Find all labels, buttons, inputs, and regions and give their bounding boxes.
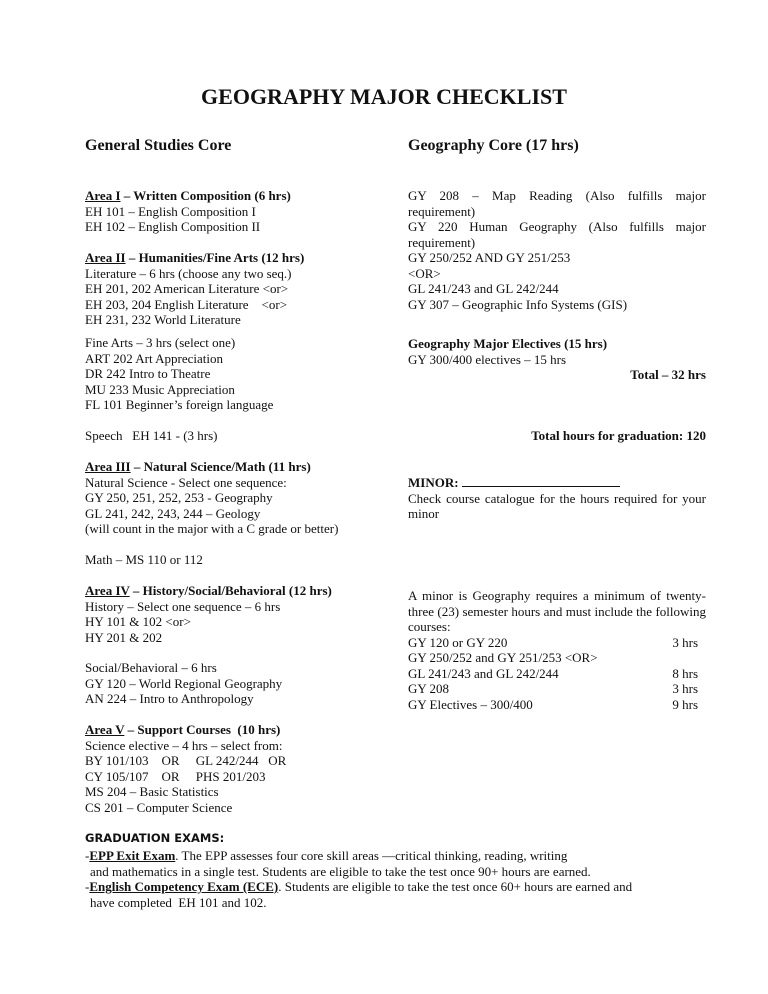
epp-text-cont: and mathematics in a single test. Students are eligible to take the test once 90+ hours are earned. [90, 863, 591, 879]
graduation-exams-section: GRADUATION EXAMS: -EPP Exit Exam. The EPP assesses four core skill areas —critical thinking, reading, writing and mathematics in a single test. Students are eligible to take the test once 90+ hours are earned. -English Competency Exam (ECE). Students are eligible to take the test once 60+ hours are earned and have completed EH 101 and 102. [85, 830, 705, 910]
graduation-total: Total hours for graduation: 120 [531, 428, 706, 443]
course-line: Fine Arts – 3 hrs (select one) [85, 335, 236, 350]
total-hours: Total – 32 hrs [630, 367, 706, 382]
course-line: ART 202 Art Appreciation [85, 350, 223, 366]
course-line: MS 204 – Basic Statistics [85, 784, 219, 799]
course-line: (will count in the major with a C grade or better) [85, 521, 339, 536]
minor-course: GY Electives – 300/400 [408, 696, 533, 712]
minor-row [408, 666, 706, 682]
minor-hours [628, 650, 706, 666]
minor-section [408, 475, 706, 522]
course-line: GY 208 – Map Reading (Also fulfills major requirement) [408, 188, 706, 219]
minor-hours: 3 hrs [672, 681, 698, 696]
area-title: – Support Courses (10 hrs) [124, 722, 281, 737]
course-line: EH 102 – English Composition II [85, 219, 261, 234]
course-line: Social/Behavioral – 6 hrs [85, 660, 217, 675]
geography-core-section [408, 188, 706, 312]
minor-row [408, 650, 706, 666]
area-2-section [85, 250, 385, 328]
course-line: EH 203, 204 English Literature <or> [85, 296, 288, 312]
area-3-section [85, 459, 385, 537]
course-line: AN 224 – Intro to Anthropology [85, 691, 254, 706]
ece-exam-label: English Competency Exam (ECE) [89, 879, 279, 894]
course-line: Literature – 6 hrs (choose any two seq.) [85, 265, 292, 281]
course-line: BY 101/103 OR GL 242/244 OR [85, 753, 287, 768]
minor-note: Check course catalogue for the hours required for your minor [408, 490, 706, 521]
course-line: EH 101 – English Composition I [85, 203, 256, 219]
area-4-section [85, 583, 385, 645]
minor-row [408, 681, 706, 697]
course-line: GY 250/252 AND GY 251/253 [408, 250, 571, 265]
course-line: CS 201 – Computer Science [85, 799, 233, 815]
course-line: Natural Science - Select one sequence: [85, 474, 287, 490]
general-studies-heading: General Studies Core [85, 137, 232, 154]
course-line: <OR> [408, 265, 441, 281]
epp-text: . The EPP assesses four core skill areas —critical thinking, reading, writing [175, 848, 568, 863]
minor-paragraph: A minor is Geography requires a minimum of twenty-three (23) semester hours and must include the following courses: [408, 588, 706, 634]
minor-label: MINOR: [408, 475, 462, 490]
minor-hours: 9 hrs [672, 696, 698, 712]
area-title: – Natural Science/Math (11 hrs) [130, 459, 311, 474]
minor-hours: 3 hrs [672, 634, 698, 650]
course-line: FL 101 Beginner’s foreign language [85, 397, 274, 412]
course-line: HY 101 & 102 <or> [85, 614, 191, 629]
geography-core-heading: Geography Core (17 hrs) [408, 137, 579, 154]
course-line: EH 231, 232 World Literature [85, 312, 241, 327]
ece-text: . Students are eligible to take the test once 60+ hours are earned and [278, 879, 633, 894]
area-5-section [85, 722, 385, 815]
course-line: GL 241/243 and GL 242/244 [408, 281, 559, 296]
area-title: – Humanities/Fine Arts (12 hrs) [125, 250, 305, 265]
fine-arts-section [85, 335, 385, 413]
area-title: – Written Composition (6 hrs) [120, 188, 291, 203]
course-line: GY 120 – World Regional Geography [85, 675, 283, 691]
course-line: GY 307 – Geographic Info Systems (GIS) [408, 296, 628, 312]
course-line: EH 201, 202 American Literature <or> [85, 281, 289, 296]
ece-text-cont: have completed EH 101 and 102. [90, 894, 267, 910]
course-line: HY 201 & 202 [85, 629, 163, 645]
area-label: Area V [85, 722, 125, 737]
area-label: Area III [85, 459, 131, 474]
major-electives-section [408, 336, 706, 383]
course-line: GL 241, 242, 243, 244 – Geology [85, 505, 261, 521]
area-1-section [85, 188, 385, 235]
minor-row [408, 635, 706, 651]
course-line: DR 242 Intro to Theatre [85, 366, 211, 381]
minor-course: GY 250/252 and GY 251/253 <OR> [408, 650, 598, 665]
course-line: History – Select one sequence – 6 hrs [85, 598, 281, 614]
epp-exam-label: EPP Exit Exam [89, 848, 176, 863]
minor-blank-line[interactable] [462, 475, 620, 487]
minor-course: GY 120 or GY 220 [408, 634, 508, 650]
page-title: GEOGRAPHY MAJOR CHECKLIST [201, 84, 567, 109]
course-line: CY 105/107 OR PHS 201/203 [85, 768, 266, 784]
minor-course: GY 208 [408, 681, 450, 696]
minor-requirements [408, 588, 706, 712]
minor-row [408, 697, 706, 713]
course-line: Science elective – 4 hrs – select from: [85, 737, 283, 753]
area-label: Area IV [85, 583, 130, 598]
area-label: Area I [85, 188, 121, 203]
course-line: GY 300/400 electives – 15 hrs [408, 351, 567, 367]
exams-heading: GRADUATION EXAMS: [85, 831, 225, 845]
social-behavioral-section [85, 660, 385, 707]
electives-heading: Geography Major Electives (15 hrs) [408, 336, 608, 351]
area-label: Area II [85, 250, 126, 265]
course-line: GY 250, 251, 252, 253 - Geography [85, 490, 273, 505]
course-line: MU 233 Music Appreciation [85, 381, 235, 397]
minor-course: GL 241/243 and GL 242/244 [408, 665, 559, 681]
area-title: – History/Social/Behavioral (12 hrs) [129, 583, 332, 598]
math-line: Math – MS 110 or 112 [85, 552, 203, 567]
minor-hours: 8 hrs [672, 665, 698, 681]
course-line: GY 220 Human Geography (Also fulfills major requirement) [408, 219, 706, 250]
speech-line: Speech EH 141 - (3 hrs) [85, 428, 218, 443]
